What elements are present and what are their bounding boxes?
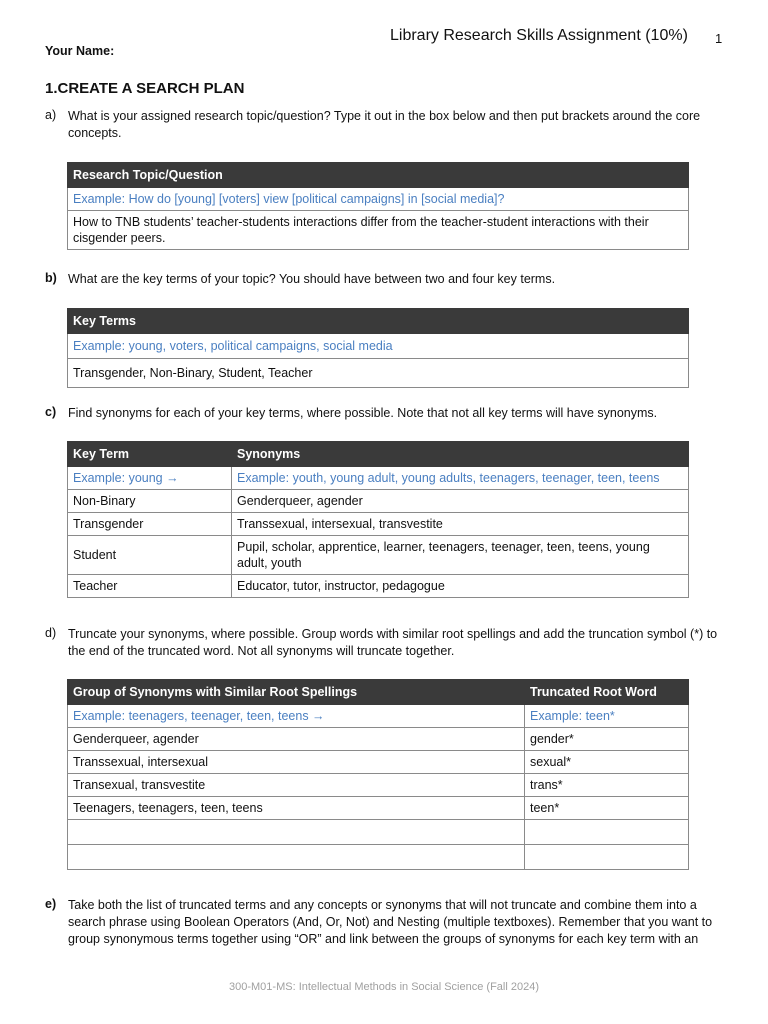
question-e-text: Take both the list of truncated terms and any concepts or synonyms that will not truncate and combine them into a search phrase using Boolean Operators (And, Or, Not) and Nesting (multiple textboxes). Remember that you want to group synonymous terms together using “OR” and link between the groups of synonyms for each key term with an: [68, 898, 713, 946]
synonyms-col-key-term: Key Term: [68, 442, 232, 467]
key-terms-header: Key Terms: [68, 309, 689, 334]
table-row: [68, 467, 689, 490]
question-d-text: Truncate your synonyms, where possible. Group words with similar root spellings and add the truncation symbol (*) to the end of the truncated word. Not all synonyms will truncate together.: [68, 627, 718, 658]
root-word-cell[interactable]: teen*: [525, 797, 689, 820]
research-topic-table: [67, 162, 689, 250]
root-word-cell[interactable]: gender*: [525, 728, 689, 751]
research-topic-header: Research Topic/Question: [68, 163, 689, 188]
table-row: [68, 751, 689, 774]
key-terms-answer[interactable]: Transgender, Non-Binary, Student, Teacher: [68, 359, 689, 388]
truncation-col-root: Truncated Root Word: [525, 680, 689, 705]
truncation-example-root: Example: teen*: [525, 705, 689, 728]
key-terms-example: Example: young, voters, political campaigns, social media: [68, 334, 689, 359]
synonyms-cell[interactable]: Transsexual, intersexual, transvestite: [232, 513, 689, 536]
truncation-example-group: Example: teenagers, teenager, teen, teens →: [68, 705, 525, 728]
table-row: [68, 797, 689, 820]
table-row: [68, 728, 689, 751]
synonym-group-cell[interactable]: [68, 845, 525, 870]
root-word-cell[interactable]: [525, 820, 689, 845]
table-row: [68, 575, 689, 598]
question-b-label: b): [45, 271, 57, 285]
key-terms-table: [67, 308, 689, 388]
question-c-text: Find synonyms for each of your key terms, where possible. Note that not all key terms will have synonyms.: [68, 406, 658, 420]
question-c-label: c): [45, 405, 57, 419]
table-row: [68, 705, 689, 728]
section-title: 1.CREATE A SEARCH PLAN: [45, 80, 245, 97]
synonyms-table: [67, 441, 689, 598]
synonym-group-cell[interactable]: Transsexual, intersexual: [68, 751, 525, 774]
table-row: [68, 820, 689, 845]
key-term-cell[interactable]: Non-Binary: [68, 490, 232, 513]
your-name-label: Your Name:: [45, 44, 115, 58]
root-word-cell[interactable]: [525, 845, 689, 870]
research-topic-example: Example: How do [young] [voters] view [political campaigns] in [social media]?: [68, 188, 689, 211]
synonyms-cell[interactable]: Genderqueer, agender: [232, 490, 689, 513]
table-row: [68, 774, 689, 797]
document-title: Library Research Skills Assignment (10%): [390, 27, 688, 44]
table-row: [68, 845, 689, 870]
synonym-group-cell[interactable]: Transexual, transvestite: [68, 774, 525, 797]
table-row: [68, 513, 689, 536]
truncation-col-group: Group of Synonyms with Similar Root Spellings: [68, 680, 525, 705]
synonyms-cell[interactable]: Educator, tutor, instructor, pedagogue: [232, 575, 689, 598]
root-word-cell[interactable]: sexual*: [525, 751, 689, 774]
question-b-text: What are the key terms of your topic? You should have between two and four key terms.: [68, 272, 556, 286]
synonyms-col-synonyms: Synonyms: [232, 442, 689, 467]
table-row: [68, 490, 689, 513]
question-d-label: d): [45, 626, 57, 640]
synonyms-cell[interactable]: Pupil, scholar, apprentice, learner, teenagers, teenager, teen, teens, young adult, youth: [232, 536, 689, 575]
page-footer: 300-M01-MS: Intellectual Methods in Social Science (Fall 2024): [229, 981, 539, 993]
key-term-cell[interactable]: Student: [68, 536, 232, 575]
synonyms-example-synonyms: Example: youth, young adult, young adults, teenagers, teenager, teen, teens: [232, 467, 689, 490]
root-word-cell[interactable]: trans*: [525, 774, 689, 797]
question-a-label: a): [45, 108, 57, 122]
question-a-text: What is your assigned research topic/question? Type it out in the box below and then put brackets around the core concepts.: [68, 109, 701, 140]
synonyms-example-key-term: Example: young →: [68, 467, 232, 490]
synonym-group-cell[interactable]: [68, 820, 525, 845]
research-topic-answer[interactable]: How to TNB students’ teacher-students interactions differ from the teacher-student interactions with their cisgender peers.: [68, 211, 689, 250]
synonym-group-cell[interactable]: Genderqueer, agender: [68, 728, 525, 751]
synonym-group-cell[interactable]: Teenagers, teenagers, teen, teens: [68, 797, 525, 820]
question-e-label: e): [45, 897, 57, 911]
table-row: [68, 536, 689, 575]
key-term-cell[interactable]: Teacher: [68, 575, 232, 598]
key-term-cell[interactable]: Transgender: [68, 513, 232, 536]
page-number: 1: [715, 31, 723, 46]
truncation-table: [67, 679, 689, 870]
